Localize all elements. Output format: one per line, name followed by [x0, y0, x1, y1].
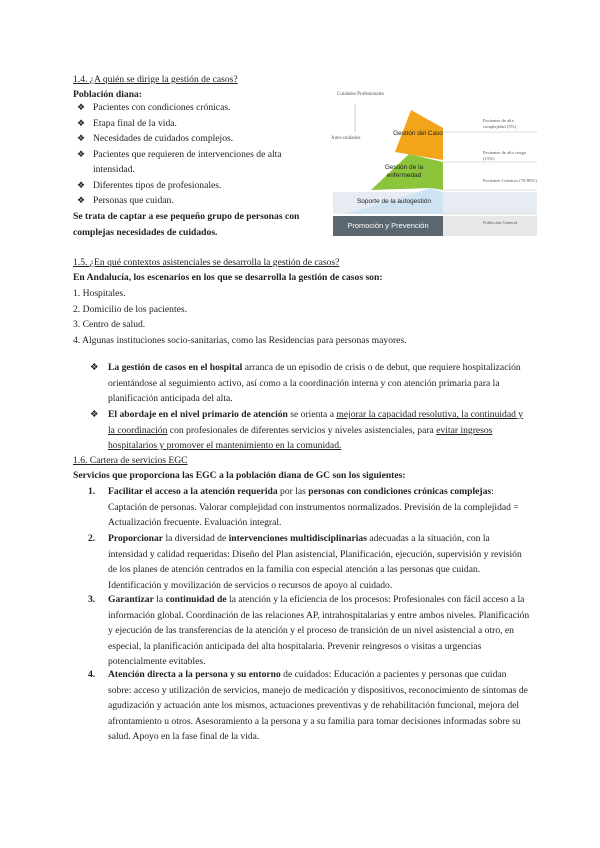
- list-item: ❖ Etapa final de la vida.: [73, 116, 313, 132]
- section-15-heading: 1.5. ¿En qué contextos asistenciales se desarrolla la gestión de casos?: [73, 257, 340, 268]
- service-item-3: 3. Garantizar la continuidad de la atención y la eficiencia de los procesos: Profesionales con fácil acceso a la información global. Coordinación de las relaciones AP, intrahospitalarias y entre ambos niveles. Planificación y ejecución de las transferencias de la atención y el proceso de transición de un nivel asistencial a otro, en especial, la planificación anticipada del alta hospitalaria. Prevenir reingresos o visitas a urgencias potencialmente evitables.: [88, 594, 530, 667]
- case-management-label: Gestión del Caso: [393, 130, 443, 137]
- target-population-conclusion: Se trata de captar a ese pequeño grupo de personas con complejas necesidades de cuidados.: [73, 211, 300, 238]
- diamond-bullet-icon: ❖: [77, 117, 86, 128]
- diamond-bullet-icon: ❖: [77, 133, 86, 143]
- diamond-bullet-icon: ❖: [77, 195, 86, 205]
- diamond-bullet-icon: ❖: [77, 148, 86, 159]
- target-population-label: Población diana:: [73, 89, 143, 100]
- list-item: ❖ Pacientes que requieren de intervenciones de alta intensidad.: [77, 148, 282, 175]
- list-item: ❖ Pacientes con condiciones crónicas.: [73, 100, 313, 116]
- self-care-label: Auto-cuidados: [331, 136, 361, 141]
- service-item-1: 1. Facilitar el acceso a la atención requerida por las personas con condiciones crónicas complejas: Captación de personas. Valorar complejidad con instrumentos normalizados. Previsión de la complejidad = Actualización frecuente. Evaluación integral.: [88, 486, 519, 528]
- section-16-heading: 1.6. Cartera de servicios EGC: [73, 455, 188, 466]
- diamond-bullet-icon: ❖: [90, 409, 99, 420]
- diamond-bullet-icon: ❖: [90, 362, 99, 373]
- list-item: 1. Hospitales.: [73, 288, 126, 299]
- list-item: 4. Algunas instituciones socio-sanitarias, como las Residencias para personas mayores.: [73, 334, 407, 346]
- promotion-prevention-label: Promoción y Prevención: [347, 221, 429, 230]
- services-intro: Servicios que proporciona las EGC a la población diana de GC son los siguientes:: [73, 470, 406, 481]
- disease-management-label: Gestión de la enfermedad: [384, 164, 424, 179]
- primary-care-paragraph: ❖ El abordaje en el nivel primario de atención se orienta a mejorar la capacidad resolutiva, la continuidad y la coordinación con profesionales de diferentes servicios y niveles asistenciales, para evitar ingresos hospitalarios y promover el mantenimiento en la comunidad.: [90, 409, 524, 451]
- andalucia-intro: En Andalucía, los escenarios en los que se desarrolla la gestión de casos son:: [73, 272, 383, 283]
- target-population-list: [73, 100, 313, 209]
- hospital-paragraph: ❖ La gestión de casos en el hospital arranca de un episodio de crisis o de debut, que requiere hospitalización orientándose al seguimiento activo, así como a la coordinación interna y con atención primaria para la planificación anticipada del alta.: [90, 362, 521, 404]
- list-item: ❖ Diferentes tipos de profesionales.: [73, 178, 313, 194]
- list-item: 2. Domicilio de los pacientes.: [73, 303, 188, 315]
- service-item-4: 4. Atención directa a la persona y su entorno de cuidados: Educación a pacientes y personas que cuidan sobre: acceso y utilización de servicios, manejo de medicación y dispositivos, reconocimiento de síntomas de agudización y actuación ante los mismos, actuaciones preventivas y de rehabilitación funcional, mejora del afrontamiento u otros. Asesoramiento a la persona y a su familia para tomar decisiones informadas sobre su salud. Apoyo en la fase final de la vida.: [88, 669, 528, 742]
- list-item: 3. Centro de salud.: [73, 319, 146, 330]
- professional-care-label: Cuidados Profesionales: [337, 92, 385, 97]
- chronic-patients-label: Pacientes Crónicos (70-80%): [483, 178, 537, 183]
- diamond-bullet-icon: ❖: [77, 102, 86, 112]
- self-management-support-label: Soporte de la autogestión: [356, 198, 432, 205]
- high-complexity-label: Pacientes de alta complejidad (5%): [483, 118, 517, 129]
- general-population-label: Población General: [483, 220, 518, 225]
- section-14-heading: 1.4. ¿A quién se dirige la gestión de casos?: [73, 74, 238, 85]
- settings-list: [73, 286, 407, 348]
- high-risk-label: Pacientes de alto riesgo (15%): [483, 150, 527, 161]
- list-item: ❖ Necesidades de cuidados complejos.: [73, 131, 313, 147]
- diamond-bullet-icon: ❖: [77, 179, 86, 190]
- care-pyramid-figure: [331, 92, 537, 242]
- list-item: ❖ Personas que cuidan.: [73, 193, 313, 209]
- service-item-2: 2. Proporcionar la diversidad de intervenciones multidisciplinarias adecuadas a la situación, con la intensidad y calidad requeridas: Diseño del Plan asistencial, Planificación, ejecución, supervisión y revisión de los planes de atención centrados en la familia con especial atención a las personas que cuidan. Identificación y movilización de servicios o recursos de apoyo al cuidado.: [88, 533, 522, 591]
